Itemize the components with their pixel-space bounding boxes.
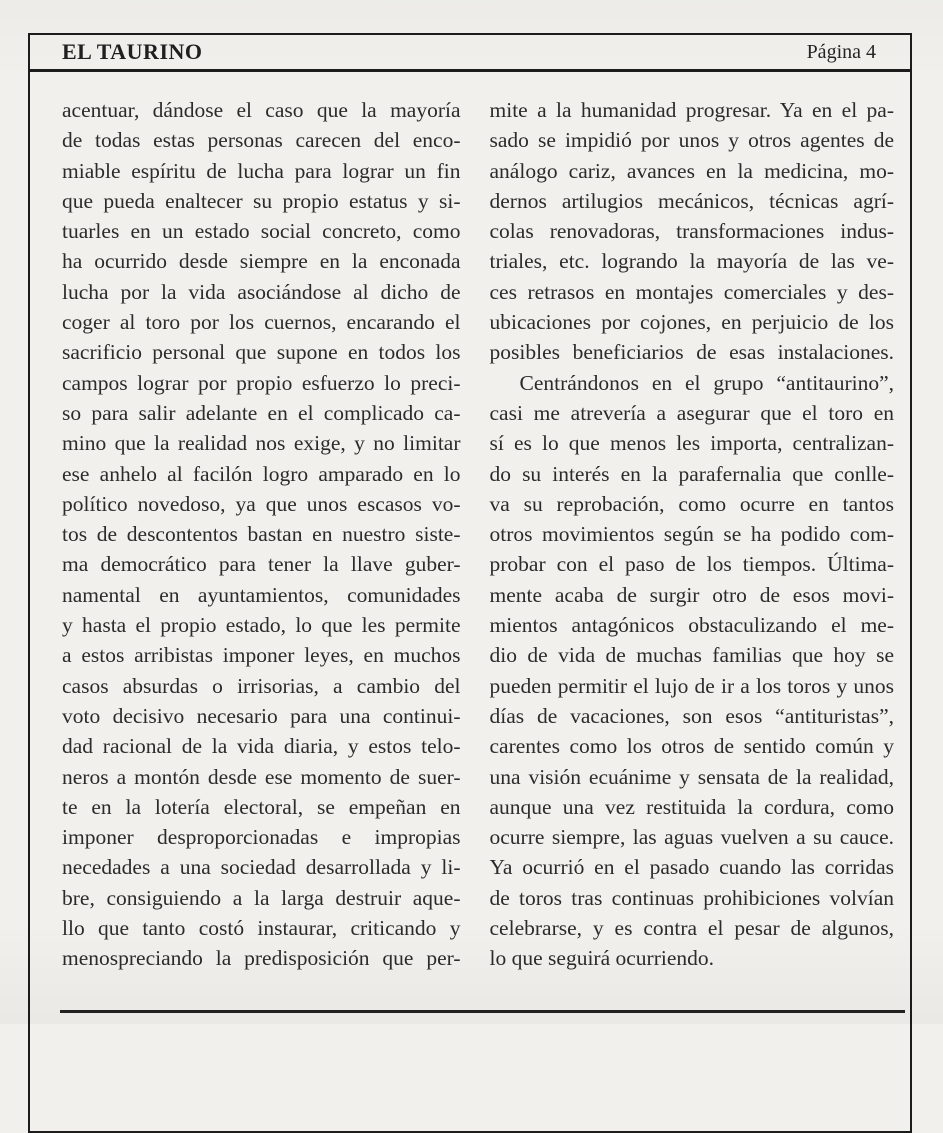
text-line: imponer desproporcionadas e impropias [62, 825, 461, 850]
text-line: una visión ecuánime y sensata de la realidad, [489, 764, 894, 789]
text-line: coger al toro por los cuernos, encarando el [62, 310, 461, 335]
text-line: de toros tras continuas prohibiciones volvían [489, 885, 894, 910]
text-line: ma democrático para tener la llave guber- [62, 552, 461, 577]
footer-rule [60, 1010, 905, 1013]
text-line: acentuar, dándose el caso que la mayoría [62, 98, 461, 122]
text-line: ocurre siempre, las aguas vuelven a su cauce. [489, 825, 894, 850]
text-line: días de vacaciones, son esos “antituristas”, [489, 703, 894, 728]
text-line: lo que seguirá ocurriendo. [489, 946, 714, 971]
text-column-right [490, 95, 894, 974]
text-line: triales, etc. logrando la mayoría de las ve- [489, 249, 894, 274]
text-line: Centrándonos en el grupo “antitaurino”, [519, 370, 894, 395]
text-line: mite a la humanidad progresar. Ya en el pa- [489, 98, 894, 122]
text-line: probar con el paso de los tiempos. Última- [489, 552, 894, 577]
text-line: miable espíritu de lucha para lograr un fin [62, 158, 461, 183]
text-line: do su interés en la parafernalia que conlle- [489, 461, 894, 486]
text-line: mino que la realidad nos exige, y no limitar [62, 431, 461, 456]
text-line: otros movimientos según se ha podido com- [489, 522, 894, 547]
text-line: carentes como los otros de sentido común y [489, 734, 894, 759]
text-line: sacrificio personal que supone en todos los [62, 340, 461, 365]
text-line: so para salir adelante en el complicado ca- [62, 400, 461, 425]
text-line: va su reprobación, como ocurre en tantos [489, 491, 894, 516]
text-line: pueden permitir el lujo de ir a los toros y unos [489, 673, 894, 698]
text-line: sado se impidió por unos y otros agentes de [489, 128, 894, 153]
text-line: mientos antagónicos obstaculizando el me- [489, 613, 894, 638]
text-line: dad racional de la vida diaria, y estos telo- [62, 734, 461, 759]
text-line: análogo cariz, avances en la medicina, mo- [489, 158, 894, 183]
text-line: a estos arribistas imponer leyes, en muchos [62, 643, 461, 668]
text-line: neros a montón desde ese momento de suer- [62, 764, 461, 789]
text-line: mente acaba de surgir otro de esos movi- [489, 582, 894, 607]
text-line: llo que tanto costó instaurar, criticando y [62, 916, 461, 941]
text-line: aunque una vez restituida la cordura, como [489, 794, 894, 819]
text-line: menospreciando la predisposición que per- [62, 946, 461, 971]
text-line: namental en ayuntamientos, comunidades [62, 582, 461, 607]
text-line: tuarles en un estado social concreto, como [62, 219, 461, 244]
text-line: campos lograr por propio esfuerzo lo preci- [62, 370, 461, 395]
text-line: político novedoso, ya que unos escasos vo- [62, 491, 461, 516]
text-line: ha ocurrido desde siempre en la enconada [62, 249, 461, 274]
text-line: celebrarse, y es contra el pesar de algunos, [489, 916, 894, 941]
text-line: que pueda enaltecer su propio estatus y si- [62, 188, 461, 213]
text-line: tos de descontentos bastan en nuestro siste- [62, 522, 461, 547]
text-line: te en la lotería electoral, se empeñan en [62, 794, 461, 819]
text-line: voto decisivo necesario para una continui- [62, 703, 461, 728]
text-line: bre, consiguiendo a la larga destruir aque- [62, 885, 461, 910]
page-frame [28, 33, 912, 1133]
text-line: y hasta el propio estado, lo que les permite [62, 613, 461, 638]
text-line: casos absurdas o irrisorias, a cambio del [62, 673, 461, 698]
text-line: ubicaciones por cojones, en perjuicio de los [489, 310, 894, 335]
text-line: ces retrasos en montajes comerciales y des- [489, 279, 894, 304]
text-line: necedades a una sociedad desarrollada y li- [62, 855, 461, 880]
text-line: posibles beneficiarios de esas instalaciones. [489, 340, 894, 365]
text-line: lucha por la vida asociándose al dicho de [62, 279, 461, 304]
text-line: dernos artilugios mecánicos, técnicas agrí- [489, 188, 894, 213]
text-line: ese anhelo al facilón logro amparado en lo [62, 461, 461, 486]
text-line: colas renovadoras, transformaciones indus- [489, 219, 894, 244]
text-column-left [62, 95, 461, 974]
text-line: sí es lo que menos les importa, centralizan- [489, 431, 894, 456]
text-line: casi me atrevería a asegurar que el toro en [489, 400, 894, 425]
text-line: de todas estas personas carecen del enco- [62, 128, 461, 153]
text-line: Ya ocurrió en el pasado cuando las corridas [489, 855, 894, 880]
article-body [30, 72, 910, 974]
page-number: Página 4 [806, 40, 876, 63]
header-band [30, 35, 910, 72]
text-line: dio de vida de muchas familias que hoy se [489, 643, 894, 668]
masthead-title: EL TAURINO [62, 39, 203, 64]
